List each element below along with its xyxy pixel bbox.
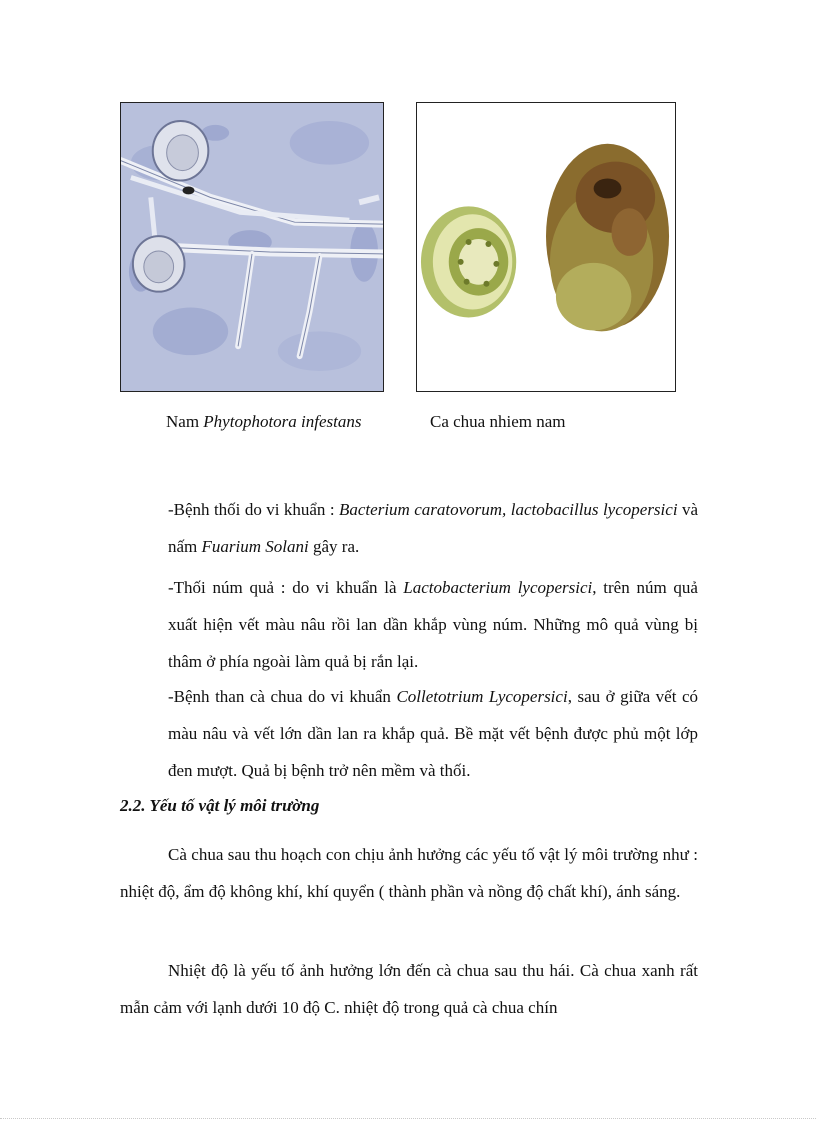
paragraph-anthracnose: -Bệnh than cà chua do vi khuẩn Colletotrium Lycopersici, sau ở giữa vết có màu nâu và vết lớn dần lan ra khắp quả. Bề mặt vết bệnh được phủ một lớp đen mượt. Quả bị bệnh trở nên mềm và thối. bbox=[168, 687, 699, 780]
paragraph-stem-end-rot: -Thối núm quả : do vi khuẩn là Lactobacterium lycopersici, trên núm quả xuất hiện vết màu nâu rồi lan dần khắp vùng núm. Những mô quả vùng bị thâm ở phía ngoài làm quả bị rắn lại. bbox=[168, 578, 698, 671]
figure-caption-phytophthora: Nam Phytophotora infestans bbox=[166, 412, 362, 431]
paragraph-temperature: Nhiệt độ là yếu tố ảnh hưởng lớn đến cà chua sau thu hái. Cà chua xanh rất mẫn cảm với lạnh dưới 10 độ C. nhiệt độ trong quả cà chua chín bbox=[120, 961, 698, 1017]
page-bottom-divider bbox=[0, 1118, 816, 1119]
figure-infected-tomato bbox=[416, 102, 676, 392]
figure-caption-infected-tomato: Ca chua nhiem nam bbox=[430, 412, 566, 431]
paragraph-bacterial-rot: -Bệnh thối do vi khuẩn : Bacterium caratovorum, lactobacillus lycopersici và nấm Fuarium Solani gây ra. bbox=[168, 500, 699, 556]
micrograph-illustration bbox=[121, 103, 383, 391]
paragraph-physical-factors: Cà chua sau thu hoạch con chịu ảnh hưởng các yếu tố vật lý môi trường như : nhiệt độ, ẩm độ không khí, khí quyển ( thành phần và nồng độ chất khí), ánh sáng. bbox=[120, 845, 698, 901]
section-heading: 2.2. Yếu tố vật lý môi trường bbox=[120, 796, 320, 815]
figure-phytophthora-micrograph bbox=[120, 102, 384, 392]
tomato-illustration bbox=[417, 103, 675, 391]
